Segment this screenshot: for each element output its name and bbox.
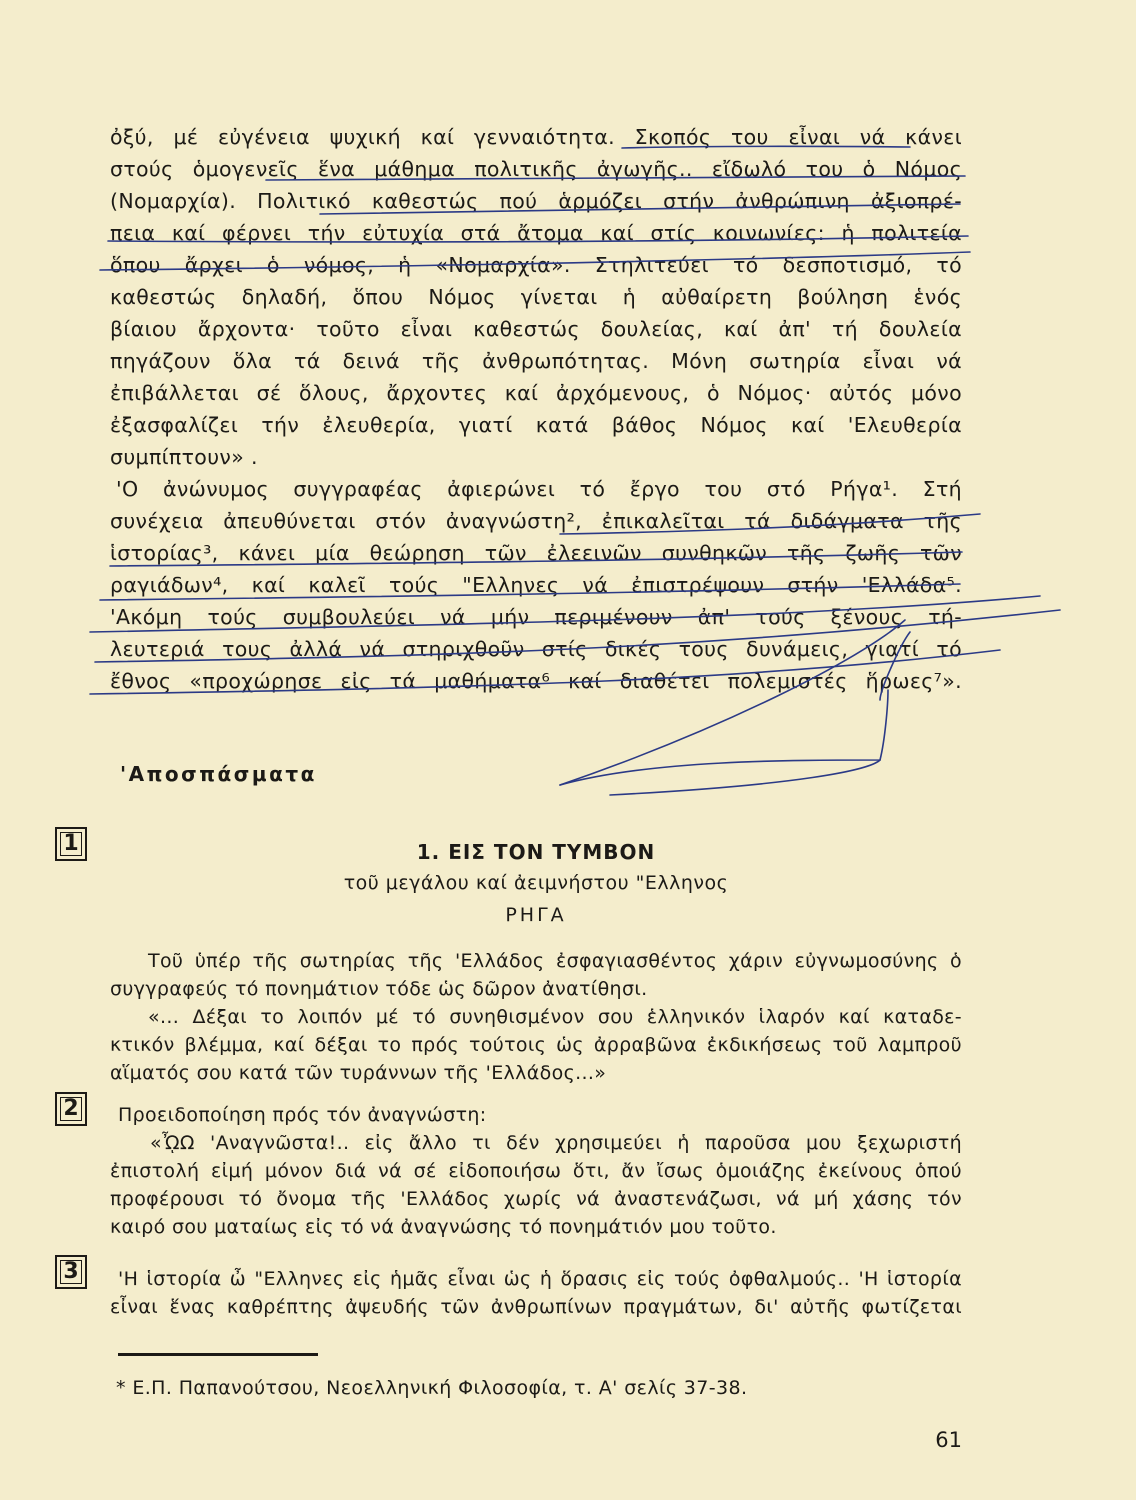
body-line: 'Ακόμη τούς συμβουλεύει νά μήν περιμένουν ἀπ' τούς ξένους τή- <box>110 605 962 629</box>
body-line: πεια καί φέρνει τήν εὐτυχία στά ἄτομα καί στίς κοινωνίες: ἡ πολιτεία <box>110 221 962 245</box>
excerpt-number-box: 2 <box>55 1092 87 1126</box>
page-number: 61 <box>935 1428 962 1452</box>
footnote-rule <box>118 1353 318 1356</box>
excerpt-line: καιρό σου ματαίως εἰς τό νά ἀναγνώσης τό πονημάτιόν μου τοῦτο. <box>110 1216 777 1238</box>
body-line: 'Ο ἀνώνυμος συγγραφέας ἀφιερώνει τό ἔργο του στό Ρήγα¹. Στή <box>116 477 962 501</box>
excerpt-line: ἐπιστολή εἰμή μόνον διά νά σέ εἰδοποιήσω ὅτι, ἄν ἴσως ὁμοιάζης ἐκείνους ὁπού <box>110 1160 962 1182</box>
excerpt-line: Προειδοποίηση πρός τόν ἀναγνώστη: <box>118 1104 487 1126</box>
body-line: (Νομαρχία). Πολιτικό καθεστώς πού ἁρμόζει στήν ἀνθρώπινη ἀξιοπρέ- <box>110 189 962 213</box>
body-line: ἱστορίας³, κάνει μία θεώρηση τῶν ἐλεεινῶν συνθηκῶν τῆς ζωῆς τῶν <box>110 541 962 565</box>
section-heading: 'Αποσπάσματα <box>120 762 317 786</box>
body-line: πηγάζουν ὅλα τά δεινά τῆς ἀνθρωπότητας. Μόνη σωτηρία εἶναι νά <box>110 349 962 373</box>
excerpt-line: κτικόν βλέμμα, καί δέξαι το πρός τούτοις ὡς ἀρραβῶνα ἐκδικήσεως τοῦ λαμπροῦ <box>110 1034 962 1056</box>
excerpt-name: ΡΗΓΑ <box>505 904 567 926</box>
body-line: συνέχεια ἀπευθύνεται στόν ἀναγνώστη², ἐπικαλεῖται τά διδάγματα τῆς <box>110 509 962 533</box>
excerpt-line: συγγραφεύς τό πονημάτιον τόδε ὡς δῶρον ἀνατίθησι. <box>110 978 648 1000</box>
body-line: βίαιου ἄρχοντα· τοῦτο εἶναι καθεστώς δουλείας, καί ἀπ' τή δουλεία <box>110 317 962 341</box>
excerpt-subtitle: τοῦ μεγάλου καί ἀειμνήστου "Ελληνος <box>343 872 729 894</box>
excerpt-number-box: 1 <box>55 827 87 861</box>
excerpt-line: αἵματός σου κατά τῶν τυράννων τῆς 'Ελλάδος...» <box>110 1062 607 1084</box>
body-line: συμπίπτουν» . <box>110 445 258 469</box>
footnote: * Ε.Π. Παπανούτσου, Νεοελληνική Φιλοσοφία, τ. Α' σελίς 37-38. <box>116 1377 748 1399</box>
body-line: στούς ὁμογενεῖς ἕνα μάθημα πολιτικῆς ἀγωγῆς.. εἴδωλό του ὁ Νόμος <box>110 157 962 181</box>
excerpt-line: Τοῦ ὑπέρ τῆς σωτηρίας τῆς 'Ελλάδος ἐσφαγιασθέντος χάριν εὐγνωμοσύνης ὁ <box>148 950 962 972</box>
body-line: ἐξασφαλίζει τήν ἐλευθερία, γιατί κατά βάθος Νόμος καί 'Ελευθερία <box>110 413 962 437</box>
body-line: ἔθνος «προχώρησε εἰς τά μαθήματα⁶ καί διαθέτει πολεμιστές ἥρωες⁷». <box>110 669 962 693</box>
pen-arrow-stroke <box>560 690 888 785</box>
body-line: ὅπου ἄρχει ὁ νόμος, ἡ «Νομαρχία». Στηλιτεύει τό δεσποτισμό, τό <box>110 253 962 277</box>
excerpt-number-box: 3 <box>55 1255 87 1289</box>
excerpt-line: 'Η ἱστορία ὦ "Ελληνες εἰς ἡμᾶς εἶναι ὡς ἡ ὅρασις εἰς τούς ὀφθαλμούς.. 'Η ἱστορία <box>118 1268 962 1290</box>
body-line: λευτεριά τους ἀλλά νά στηριχθοῦν στίς δικές τους δυνάμεις, γιατί τό <box>110 637 962 661</box>
excerpt-line: προφέρουσι τό ὄνομα τῆς 'Ελλάδος χωρίς νά ἀναστενάζωσι, νά μή χάσης τόν <box>110 1188 962 1210</box>
pen-arrow-stroke <box>610 760 880 795</box>
excerpt-line: «... Δέξαι το λοιπόν μέ τό συνηθισμένον σου ἑλληνικόν ἱλαρόν καί καταδε- <box>148 1006 962 1028</box>
excerpt-line: εἶναι ἕνας καθρέπτης ἀψευδής τῶν ἀνθρωπίνων πραγμάτων, δι' αὐτῆς φωτίζεται <box>110 1296 962 1318</box>
body-line: ὀξύ, μέ εὐγένεια ψυχική καί γενναιότητα. Σκοπός του εἶναι νά κάνει <box>110 125 962 149</box>
excerpt-line: «ᾮΩ 'Αναγνῶστα!.. εἰς ἄλλο τι δέν χρησιμεύει ἡ παροῦσα μου ξεχωριστή <box>150 1132 962 1154</box>
body-line: ἐπιβάλλεται σέ ὅλους, ἄρχοντες καί ἀρχόμενους, ὁ Νόμος· αὐτός μόνο <box>110 381 962 405</box>
body-line: ραγιάδων⁴, καί καλεῖ τούς "Ελληνες νά ἐπιστρέψουν στήν 'Ελλάδα⁵. <box>110 573 962 597</box>
body-line: καθεστώς δηλαδή, ὅπου Νόμος γίνεται ἡ αὐθαίρετη βούληση ἑνός <box>110 285 962 309</box>
excerpt-title: 1. ΕΙΣ ΤΟΝ ΤΥΜΒΟΝ <box>416 840 656 864</box>
